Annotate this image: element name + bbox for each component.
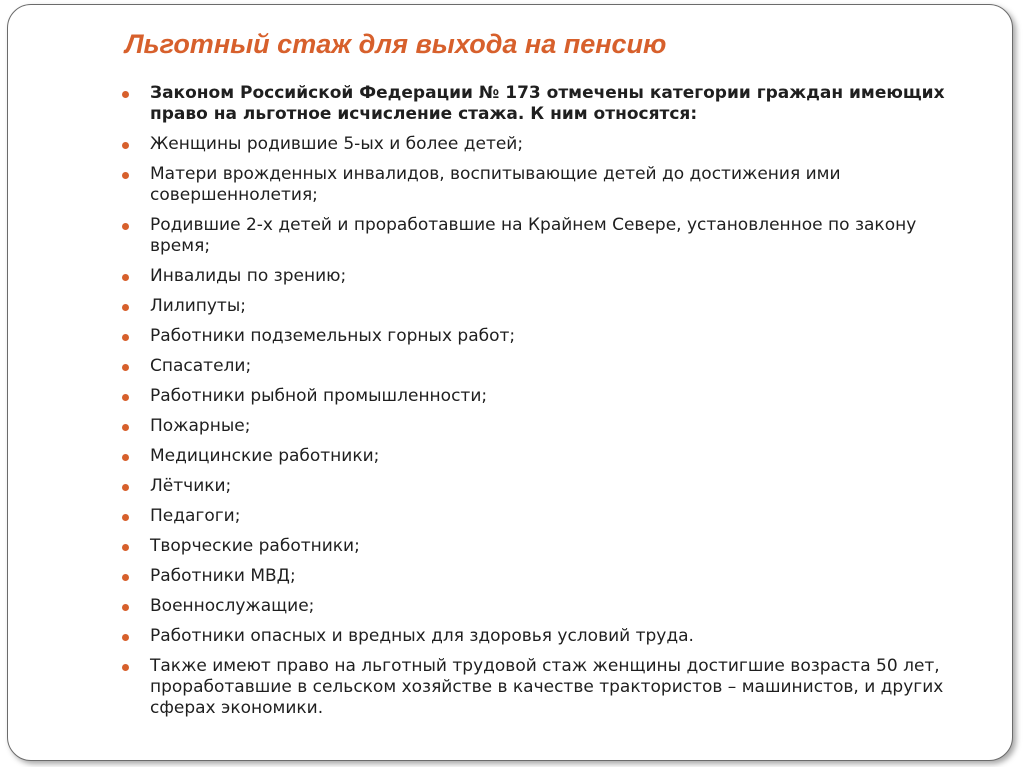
bullet-icon <box>122 304 129 311</box>
list-item-text: Законом Российской Федерации № 173 отмечены категории граждан имеющих право на льготное исчисление стажа. К ним относятся: <box>150 83 945 124</box>
list-item <box>120 536 960 557</box>
list-item-text: Пожарные; <box>150 416 251 436</box>
bullet-icon <box>122 142 129 149</box>
list-item-text: Женщины родившие 5-ых и более детей; <box>150 134 524 154</box>
bullet-icon <box>122 664 129 671</box>
list-item <box>120 626 960 647</box>
list-item-text: Матери врожденных инвалидов, воспитывающие детей до достижения ими совершеннолетия; <box>150 164 841 205</box>
list-item <box>120 476 960 497</box>
list-item <box>120 446 960 467</box>
list-item <box>120 164 960 206</box>
list-item-text: Работники подземельных горных работ; <box>150 326 516 346</box>
bullet-icon <box>122 274 129 281</box>
list-item-text: Творческие работники; <box>150 536 360 556</box>
list-item <box>120 296 960 317</box>
list-item-text: Педагоги; <box>150 506 241 526</box>
list-item-text: Лётчики; <box>150 476 232 496</box>
list-item-text: Работники опасных и вредных для здоровья условий труда. <box>150 626 694 646</box>
list-item <box>120 386 960 407</box>
list-item <box>120 566 960 587</box>
list-item-text: Спасатели; <box>150 356 252 376</box>
bullet-icon <box>122 604 129 611</box>
bullet-icon <box>122 172 129 179</box>
bullet-icon <box>122 454 129 461</box>
list-item <box>120 506 960 527</box>
list-item <box>120 416 960 437</box>
bullet-icon <box>122 91 129 98</box>
list-item-text: Инвалиды по зрению; <box>150 266 347 286</box>
list-item-text: Работники МВД; <box>150 566 296 586</box>
list-item <box>120 596 960 617</box>
bullet-icon <box>122 574 129 581</box>
list-item-text: Родившие 2-х детей и проработавшие на Крайнем Севере, установленное по закону время; <box>150 215 917 256</box>
bullet-icon <box>122 634 129 641</box>
list-item-text: Военнослужащие; <box>150 596 315 616</box>
bullet-icon <box>122 223 129 230</box>
list-item <box>120 656 960 719</box>
bullet-icon <box>122 364 129 371</box>
bullet-icon <box>122 514 129 521</box>
slide-frame <box>7 4 1013 761</box>
list-item-text: Медицинские работники; <box>150 446 380 466</box>
list-item <box>120 83 960 125</box>
bullet-icon <box>122 544 129 551</box>
list-item <box>120 266 960 287</box>
list-item-text: Работники рыбной промышленности; <box>150 386 488 406</box>
list-item-text: Лилипуты; <box>150 296 246 316</box>
list-item <box>120 356 960 377</box>
bullet-list <box>120 83 960 728</box>
bullet-icon <box>122 424 129 431</box>
bullet-icon <box>122 334 129 341</box>
slide-title: Льготный стаж для выхода на пенсию <box>125 29 667 59</box>
list-item <box>120 215 960 257</box>
list-item <box>120 134 960 155</box>
bullet-icon <box>122 484 129 491</box>
list-item <box>120 326 960 347</box>
list-item-text: Также имеют право на льготный трудовой стаж женщины достигшие возраста 50 лет, проработавшие в сельском хозяйстве в качестве трактористов – машинистов, и других сферах экономики. <box>150 656 944 718</box>
bullet-icon <box>122 394 129 401</box>
